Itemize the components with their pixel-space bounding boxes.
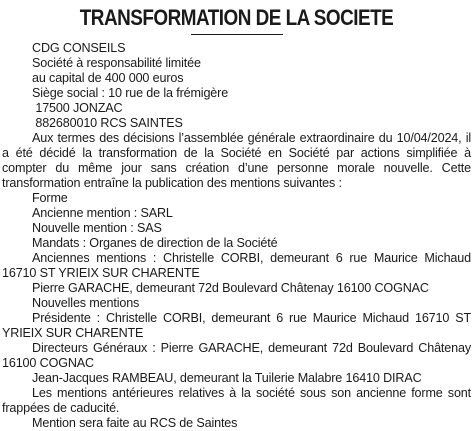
old-mentions-garache: Pierre GARACHE, demeurant 72d Boulevard Châtenay 16100 COGNAC — [32, 281, 429, 295]
section-mandats: Mandats : Organes de direction de la Société — [32, 236, 278, 250]
new-form-mention: Nouvelle mention : SAS — [32, 221, 162, 235]
new-president: Présidente : Christelle CORBI, demeurant 6 rue Maurice Michaud 16710 ST YRIEIX SUR CHARENTE — [2, 311, 471, 340]
rcs-number: 882680010 RCS SAINTES — [32, 116, 183, 130]
obsolete-mentions: Les mentions antérieures relatives à la société sous son ancienne forme sont frappées de caducité. — [2, 386, 471, 415]
section-forme: Forme — [32, 191, 68, 205]
title-underline — [191, 34, 283, 35]
company-capital: au capital de 400 000 euros — [32, 71, 184, 85]
new-general-director-garache: Directeurs Généraux : Pierre GARACHE, demeurant 72d Boulevard Châtenay 16100 COGNAC — [2, 341, 471, 370]
decision-paragraph: Aux termes des décisions l’assemblée générale extraordinaire du 10/04/2024, il a été décidé la transformation de la Société en Société par actions simplifiée à compter du même jour sans création d’une personne morale nouvelle. Cette transformation entraîne la publication des mentions suivantes : — [2, 131, 471, 190]
registered-office: Siège social : 10 rue de la frémigère — [32, 86, 229, 100]
notice-body — [2, 41, 471, 431]
rcs-mention: Mention sera faite au RCS de Saintes — [32, 416, 238, 430]
old-form-mention: Ancienne mention : SARL — [32, 206, 173, 220]
company-form: Société à responsabilité limitée — [32, 56, 201, 70]
new-general-director-rambeau: Jean-Jacques RAMBEAU, demeurant la Tuilerie Malabre 16410 DIRAC — [32, 371, 422, 385]
notice-title: TRANSFORMATION DE LA SOCIETE — [79, 5, 394, 30]
old-mentions-corbi: Anciennes mentions : Christelle CORBI, demeurant 6 rue Maurice Michaud 16710 ST YRIEIX SUR CHARENTE — [2, 251, 471, 280]
section-new-mentions: Nouvelles mentions — [32, 296, 140, 310]
company-name: CDG CONSEILS — [32, 41, 126, 55]
office-city: 17500 JONZAC — [32, 101, 123, 115]
